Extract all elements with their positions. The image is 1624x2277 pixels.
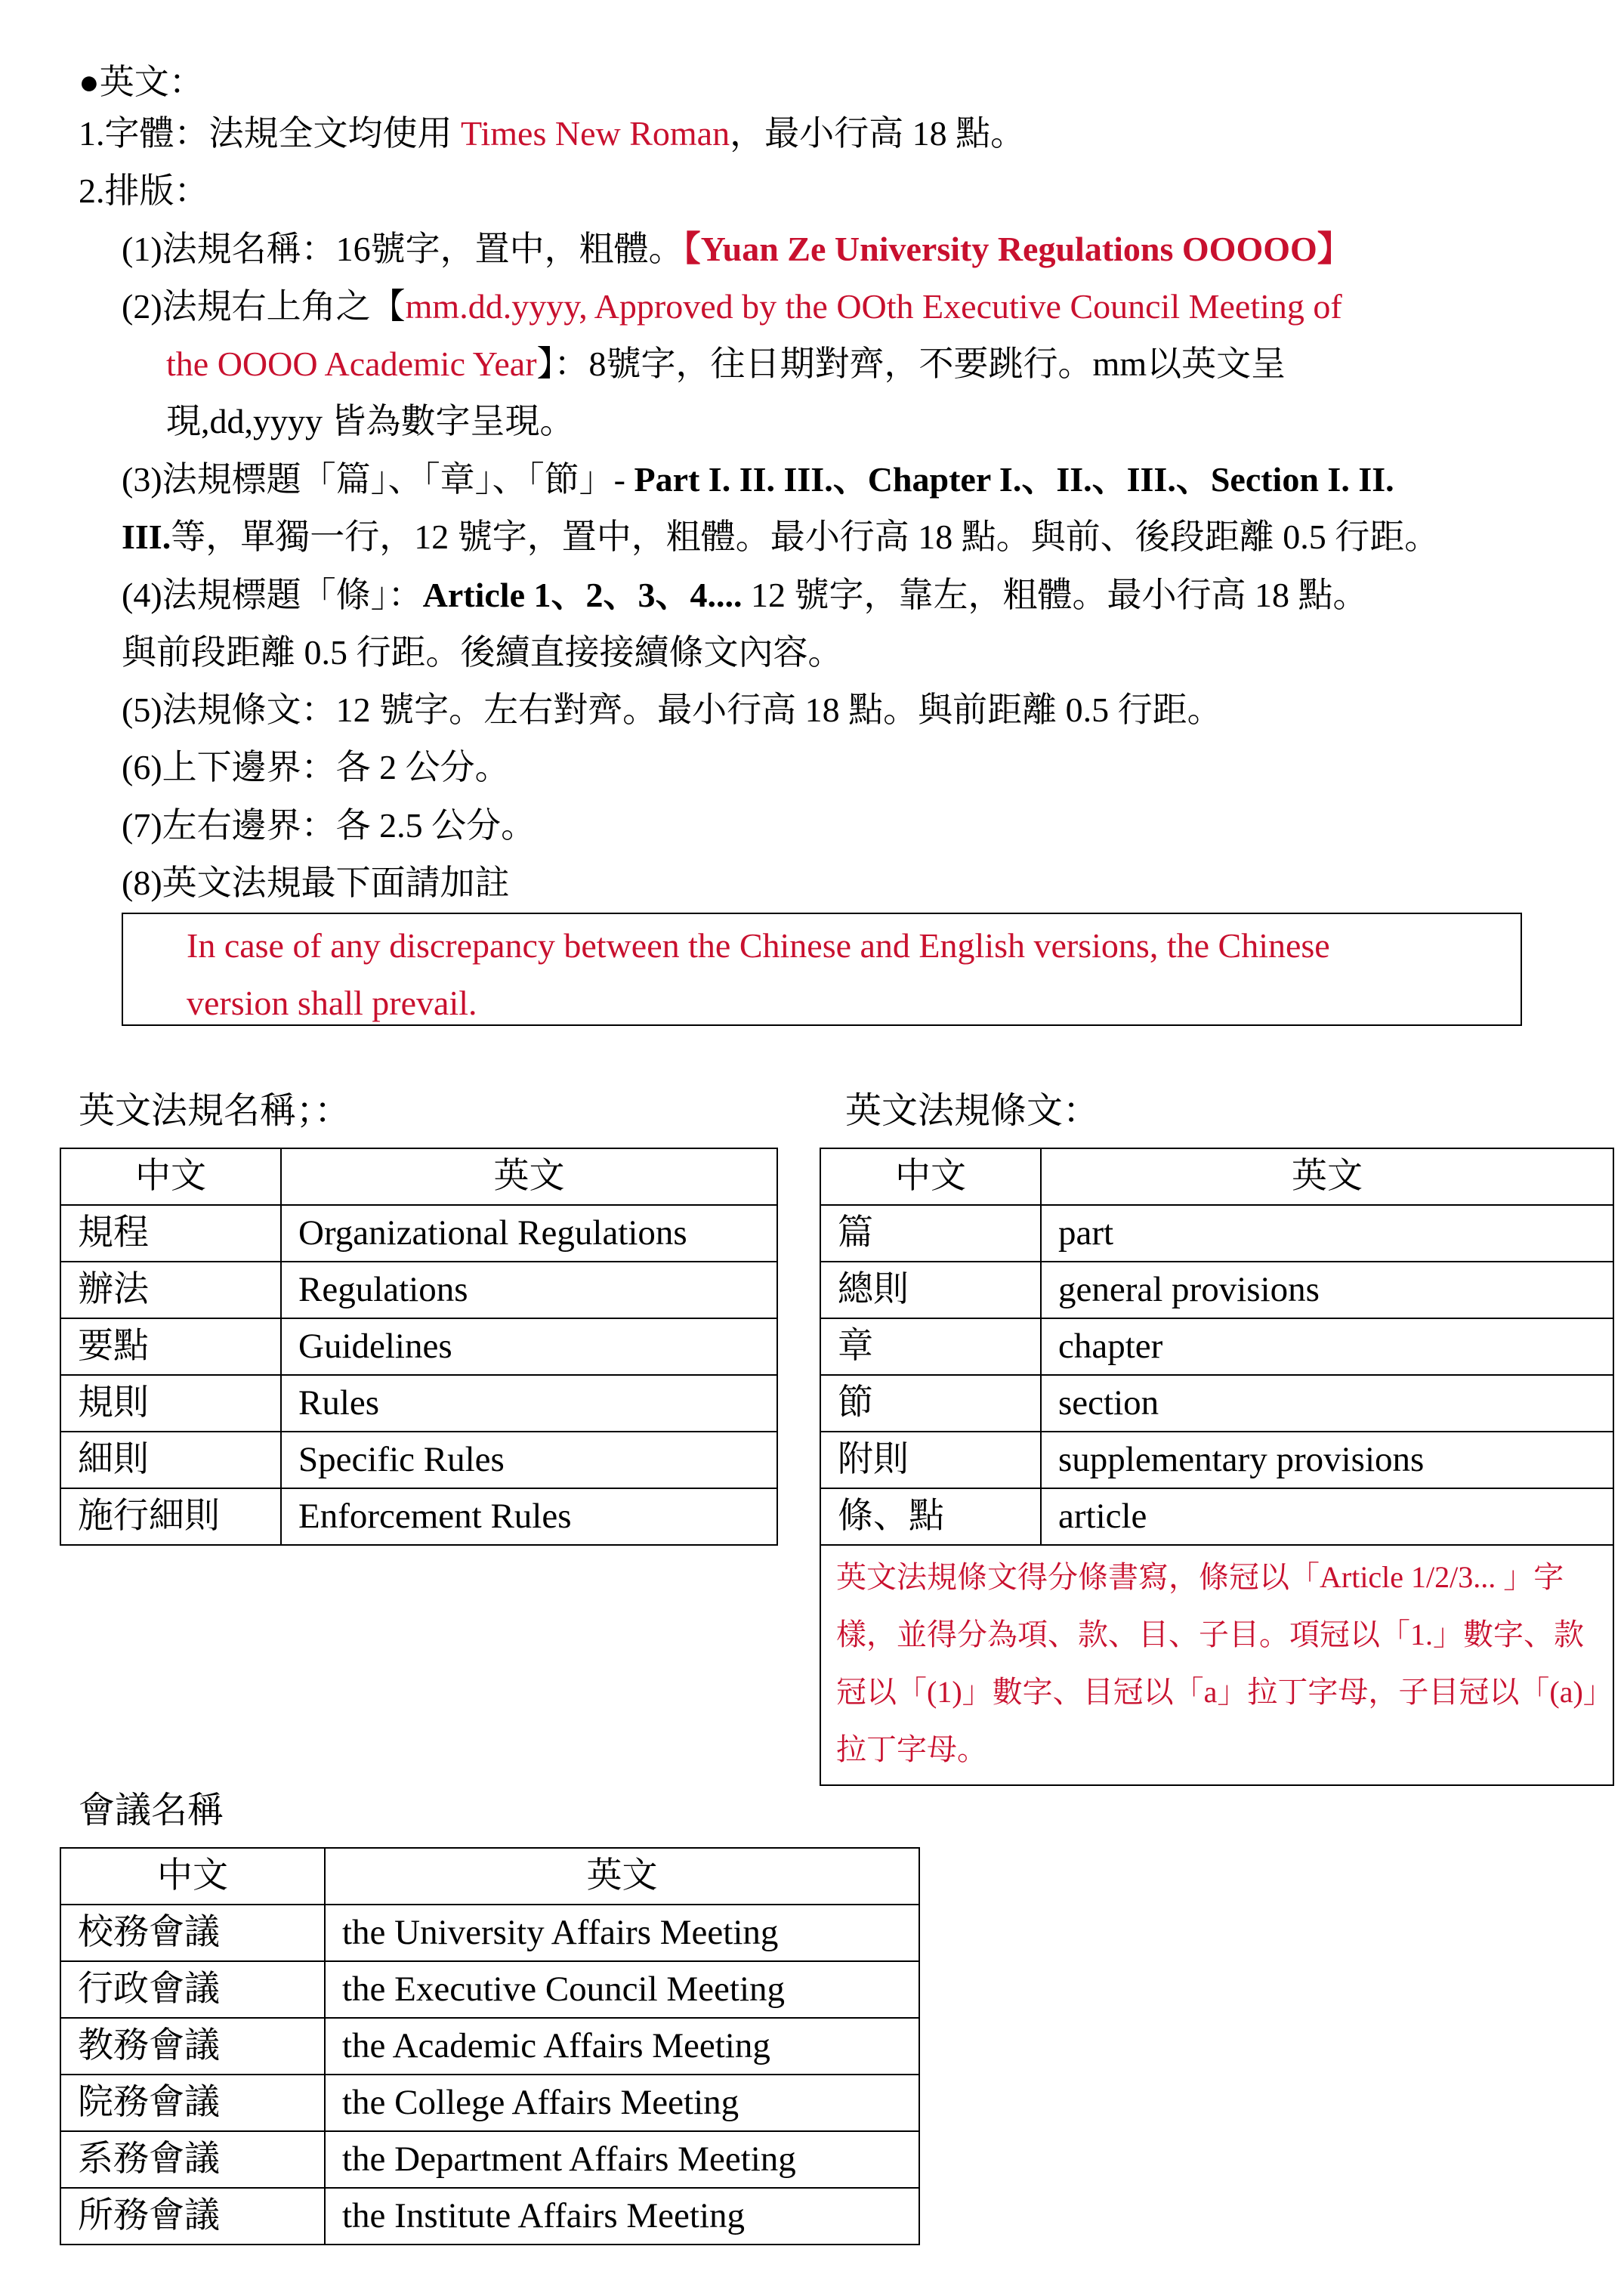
meetings-table-title: 會議名稱 [79, 1790, 224, 1831]
item2-red-line2: the OOOO Academic Year [166, 344, 537, 383]
cell-english: Guidelines [281, 1318, 777, 1375]
table-row [820, 1432, 1613, 1488]
cell-chinese: 規程 [60, 1205, 281, 1262]
table-row [820, 1262, 1613, 1318]
cell-english: Regulations [281, 1262, 777, 1318]
cell-english: Enforcement Rules [281, 1488, 777, 1545]
item-article-text: (5)法規條文：12 號字。左右對齊。最小行高 18 點。與前距離 0.5 行距。 [122, 691, 1222, 729]
cell-english: the Institute Affairs Meeting [325, 2188, 919, 2245]
rule-font [79, 116, 1025, 151]
item3-bold-line1: Part I. II. III.、Chapter I.、II.、III.、Section I. II. [634, 460, 1394, 499]
cell-english: Rules [281, 1375, 777, 1432]
cell-chinese: 施行細則 [60, 1488, 281, 1545]
item-approval-date-line3: 現,dd,yyyy 皆為數字呈現。 [166, 402, 575, 440]
item-top-bottom-margins: (6)上下邊界：各 2 公分。 [122, 748, 510, 786]
table-row [60, 2188, 919, 2245]
item1-prefix: (1)法規名稱：16號字，置中，粗體。 [122, 230, 684, 268]
item-part-headings-line1 [122, 462, 1394, 497]
article-format-note: 英文法規條文得分條書寫，條冠以「Article 1/2/3... 」字樣，並得分為項、款、目、子目。項冠以「1.」數字、款冠以「(1)」數字、目冠以「a」拉丁字母，子目冠以「(a)」拉丁字母。 [820, 1545, 1613, 1785]
header-english: 英文 [281, 1148, 777, 1205]
cell-chinese: 篇 [820, 1205, 1041, 1262]
cell-english: supplementary provisions [1041, 1432, 1613, 1488]
meeting-names-table [60, 1847, 920, 2245]
cell-chinese: 辦法 [60, 1262, 281, 1318]
item-bottom-note: (8)英文法規最下面請加註 [122, 864, 510, 902]
header-english: 英文 [1041, 1148, 1613, 1205]
cell-chinese: 所務會議 [60, 2188, 325, 2245]
item1-example: 【Yuan Ze University Regulations OOOOO】 [683, 230, 1352, 268]
item-approval-date-line2 [166, 344, 1286, 383]
item-part-headings-line2 [122, 520, 1439, 555]
bullet-icon: ● [79, 63, 100, 101]
item2-prefix: (2)法規右上角之【 [122, 287, 406, 326]
item4-bold: Article 1、2、3、4.... [422, 576, 743, 614]
item4-suffix: 12 號字，靠左，粗體。最小行高 18 點。 [742, 576, 1368, 614]
section-heading [79, 65, 204, 100]
cell-chinese: 校務會議 [60, 1905, 325, 1961]
item-left-right-margins: (7)左右邊界：各 2.5 公分。 [122, 806, 536, 845]
item2-red-line1: mm.dd.yyyy, Approved by the OOth Executive Council Meeting of [405, 287, 1342, 326]
header-english: 英文 [325, 1848, 919, 1905]
table-row [820, 1488, 1613, 1545]
cell-chinese: 行政會議 [60, 1961, 325, 2018]
articles-table-title: 英文法規條文： [845, 1091, 1100, 1131]
table-header-row [820, 1148, 1613, 1205]
cell-chinese: 條、點 [820, 1488, 1041, 1545]
rule-font-suffix: ，最小行高 18 點。 [730, 114, 1026, 153]
cell-english: the Department Affairs Meeting [325, 2131, 919, 2188]
cell-english: article [1041, 1488, 1613, 1545]
cell-chinese: 總則 [820, 1262, 1041, 1318]
notice-line1: In case of any discrepancy between the Chinese and English versions, the Chinese [187, 926, 1330, 965]
cell-english: Organizational Regulations [281, 1205, 777, 1262]
table-row [60, 1905, 919, 1961]
cell-english: the College Affairs Meeting [325, 2075, 919, 2131]
table-note-row [820, 1545, 1613, 1785]
cell-english: section [1041, 1375, 1613, 1432]
item-article-heading-line1 [122, 578, 1368, 613]
item3-suffix: 等，單獨一行，12 號字，置中，粗體。最小行高 18 點。與前、後段距離 0.5 行距。 [171, 518, 1440, 556]
cell-english: general provisions [1041, 1262, 1613, 1318]
item4-prefix: (4)法規標題「條」： [122, 576, 423, 614]
table-row [820, 1318, 1613, 1375]
cell-chinese: 系務會議 [60, 2131, 325, 2188]
cell-english: the University Affairs Meeting [325, 1905, 919, 1961]
font-name: Times New Roman [461, 114, 730, 153]
cell-english: part [1041, 1205, 1613, 1262]
cell-chinese: 章 [820, 1318, 1041, 1375]
header-chinese: 中文 [60, 1848, 325, 1905]
table-row [60, 1375, 777, 1432]
table-header-row [60, 1848, 919, 1905]
cell-english: chapter [1041, 1318, 1613, 1375]
table-row [60, 2018, 919, 2075]
rule-layout-label: 2.排版： [79, 171, 209, 210]
cell-chinese: 細則 [60, 1432, 281, 1488]
item-approval-date-line1 [122, 289, 1342, 324]
cell-chinese: 要點 [60, 1318, 281, 1375]
table-row [60, 1205, 777, 1262]
cell-chinese: 附則 [820, 1432, 1041, 1488]
table-row [60, 1961, 919, 2018]
table-row [60, 1318, 777, 1375]
item-regulation-name [122, 232, 1352, 267]
table-row [820, 1205, 1613, 1262]
item2-suffix: 】：8號字，往日期對齊，不要跳行。mm以英文呈 [536, 344, 1286, 383]
notice-line2: version shall prevail. [187, 984, 477, 1022]
item-article-heading-line2: 與前段距離 0.5 行距。後續直接接續條文內容。 [122, 633, 843, 672]
table-row [60, 1432, 777, 1488]
discrepancy-notice-box [122, 913, 1522, 1026]
regulation-names-table [60, 1148, 778, 1546]
header-chinese: 中文 [60, 1148, 281, 1205]
cell-english: Specific Rules [281, 1432, 777, 1488]
table-row [60, 2075, 919, 2131]
rule-font-prefix: 1.字體：法規全文均使用 [79, 114, 461, 153]
item3-bold-line2: III. [122, 518, 171, 556]
cell-chinese: 規則 [60, 1375, 281, 1432]
item3-prefix: (3)法規標題「篇」、「章」、「節」- [122, 460, 634, 499]
table-row [820, 1375, 1613, 1432]
cell-chinese: 院務會議 [60, 2075, 325, 2131]
cell-chinese: 節 [820, 1375, 1041, 1432]
names-table-title: 英文法規名稱；： [79, 1091, 351, 1131]
table-row [60, 2131, 919, 2188]
cell-english: the Academic Affairs Meeting [325, 2018, 919, 2075]
table-header-row [60, 1148, 777, 1205]
header-chinese: 中文 [820, 1148, 1041, 1205]
cell-english: the Executive Council Meeting [325, 1961, 919, 2018]
cell-chinese: 教務會議 [60, 2018, 325, 2075]
table-row [60, 1488, 777, 1545]
section-title: 英文： [99, 63, 204, 101]
table-row [60, 1262, 777, 1318]
article-terms-table [820, 1148, 1614, 1786]
